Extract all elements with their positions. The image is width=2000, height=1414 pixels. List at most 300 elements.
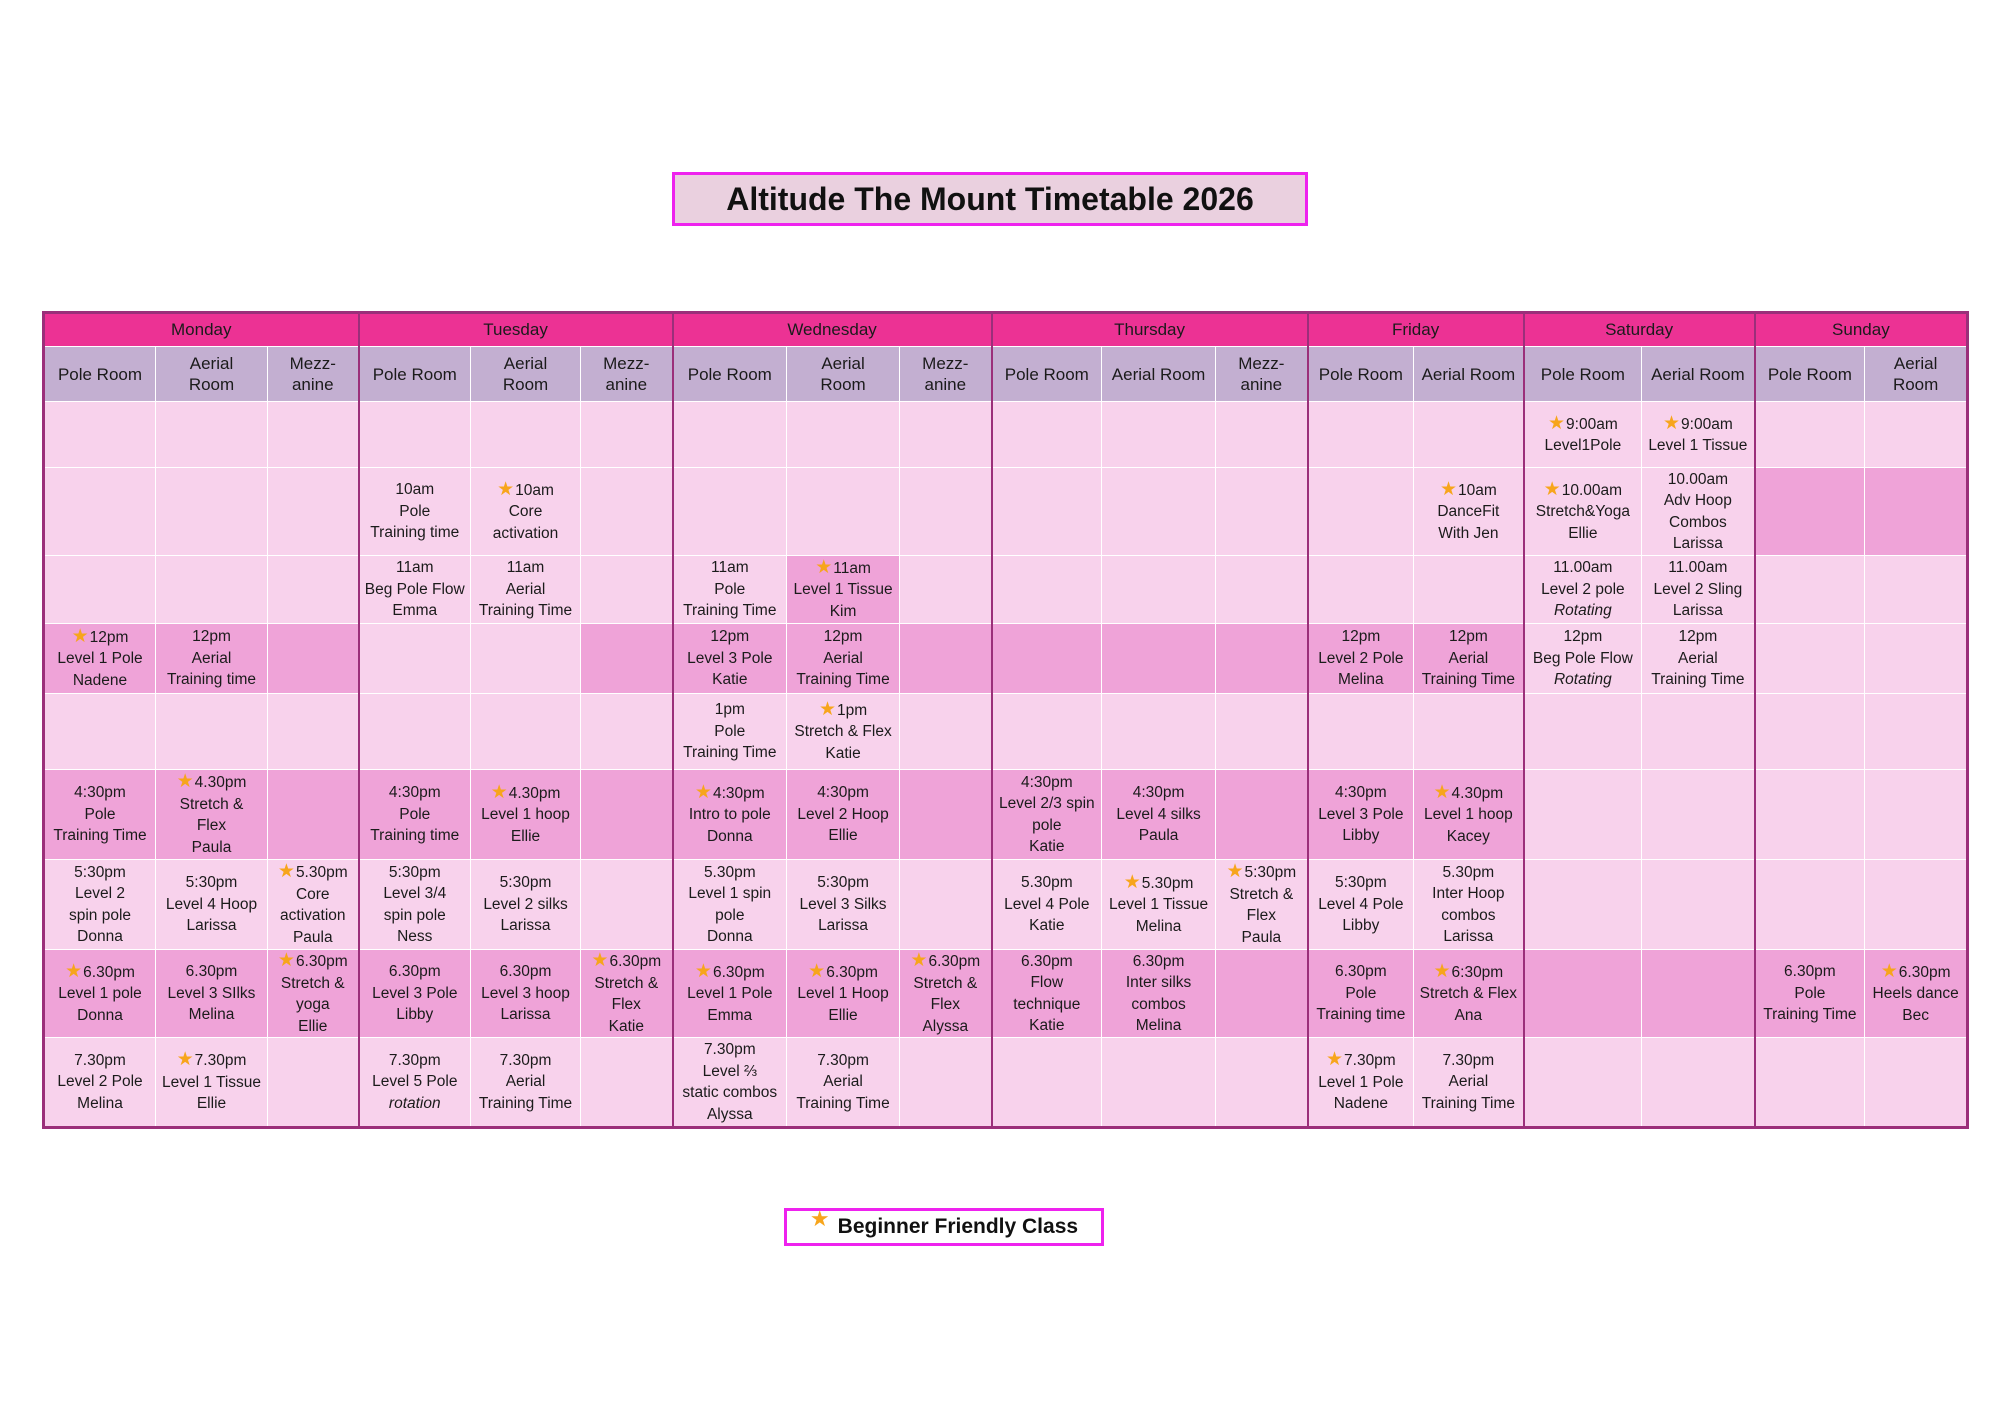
empty-cell — [44, 556, 156, 624]
class-detail — [1309, 1093, 1414, 1115]
room-name-line: Pole Room — [687, 364, 772, 384]
class-text: Larissa — [500, 1006, 551, 1024]
class-text: Melina — [188, 1006, 235, 1024]
class-text: 6.30pm — [826, 963, 878, 981]
empty-cell — [268, 556, 359, 624]
class-text: Stretch&Yoga — [1535, 503, 1630, 521]
class-text: Level 1 Pole — [687, 985, 773, 1003]
class-text: 4.30pm — [1451, 784, 1504, 802]
empty-cell — [1216, 402, 1308, 468]
class-time — [787, 626, 899, 648]
class-text: 6.30pm — [499, 963, 552, 981]
class-detail — [1525, 435, 1642, 457]
class-detail — [360, 883, 471, 905]
day-header-wednesday: Wednesday — [673, 313, 992, 347]
class-time — [156, 1049, 267, 1072]
class-text: Kim — [829, 602, 857, 620]
class-time — [45, 862, 155, 884]
class-text: Ellie — [828, 827, 858, 845]
class-cell — [1102, 950, 1216, 1038]
class-text: Paula — [292, 928, 333, 946]
class-time — [1309, 626, 1414, 648]
star-icon: ★ — [815, 556, 833, 578]
class-text: Level 4 Pole — [1004, 895, 1090, 913]
class-text: Ness — [397, 928, 433, 945]
class-detail — [1102, 916, 1215, 938]
class-text: static combos — [682, 1084, 778, 1101]
class-cell — [1102, 860, 1216, 950]
class-text: Training Time — [1651, 671, 1745, 689]
class-text: Larissa — [1443, 928, 1494, 945]
star-icon: ★ — [176, 1049, 194, 1071]
class-time — [471, 961, 580, 983]
class-text: Core — [295, 885, 330, 903]
class-detail — [156, 894, 267, 916]
empty-cell — [156, 556, 268, 624]
empty-cell — [1755, 770, 1865, 860]
class-text: 6.30pm — [185, 963, 238, 981]
class-detail — [156, 983, 267, 1005]
class-detail — [1525, 579, 1642, 601]
empty-cell — [900, 770, 992, 860]
class-text: Level 4 silks — [1116, 805, 1201, 823]
class-cell — [673, 1038, 787, 1128]
class-detail — [674, 648, 787, 670]
room-header — [359, 347, 471, 402]
class-text: 4:30pm — [712, 784, 765, 802]
room-name-line: Pole Room — [57, 364, 143, 384]
class-detail — [156, 815, 267, 837]
class-cell — [1414, 860, 1524, 950]
class-text: 6.30pm — [1020, 952, 1073, 970]
class-text: Level 1 Tissue — [1109, 896, 1209, 914]
class-text: 6.30pm — [1132, 952, 1185, 970]
class-detail — [1216, 905, 1307, 927]
empty-cell — [673, 402, 787, 468]
class-time — [1865, 961, 1966, 984]
class-detail — [787, 743, 899, 765]
class-time — [674, 626, 787, 648]
class-text: Beg Pole Flow — [364, 580, 465, 598]
empty-cell — [1308, 694, 1414, 770]
empty-cell — [1216, 556, 1308, 624]
class-detail — [1309, 894, 1414, 916]
class-text: Flow — [1030, 974, 1064, 991]
room-name-line: Pole Room — [1004, 364, 1089, 384]
class-time — [993, 872, 1102, 894]
empty-cell — [581, 468, 673, 556]
star-icon: ★ — [1880, 960, 1898, 982]
class-text: Level 1 Hoop — [797, 985, 889, 1003]
class-text: 11am — [506, 559, 545, 577]
class-detail — [674, 883, 787, 905]
class-cell — [1642, 624, 1755, 694]
class-cell — [787, 770, 900, 860]
class-text: 11.00am — [1553, 559, 1613, 577]
room-header — [1216, 347, 1308, 402]
room-header — [1308, 347, 1414, 402]
class-detail — [1102, 825, 1215, 847]
class-cell — [359, 468, 471, 556]
class-text: Level 1 Tissue — [793, 581, 893, 599]
day-header-row — [44, 313, 1968, 347]
class-text: Rotating — [1553, 602, 1612, 620]
class-time — [156, 626, 267, 648]
class-detail — [45, 804, 155, 826]
class-text: Katie — [1029, 838, 1065, 855]
empty-cell — [992, 624, 1102, 694]
empty-cell — [992, 694, 1102, 770]
empty-cell — [673, 468, 787, 556]
class-detail — [471, 826, 580, 848]
class-cell — [471, 950, 581, 1038]
class-time — [360, 479, 471, 501]
empty-cell — [1755, 1038, 1865, 1128]
class-detail — [1216, 884, 1307, 906]
class-detail — [1102, 972, 1215, 994]
empty-cell — [471, 624, 581, 694]
class-text: 12pm — [1448, 628, 1488, 646]
room-name-line: Room — [820, 375, 866, 394]
class-text: Level 5 Pole — [372, 1073, 458, 1091]
class-time — [45, 782, 155, 804]
class-time — [787, 872, 899, 894]
class-text: 7.30pm — [499, 1051, 552, 1069]
empty-cell — [1755, 624, 1865, 694]
class-time — [1414, 626, 1523, 648]
class-text: Level 1 Tissue — [1648, 437, 1748, 454]
empty-cell — [581, 624, 673, 694]
class-cell — [1642, 468, 1755, 556]
class-detail — [993, 994, 1102, 1016]
star-icon: ★ — [176, 771, 194, 792]
class-time — [674, 699, 787, 721]
star-icon: ★ — [1662, 412, 1681, 434]
class-time — [471, 872, 580, 894]
class-time — [787, 557, 899, 580]
class-detail — [1102, 1015, 1215, 1037]
class-text: 5.30pm — [1141, 874, 1194, 892]
class-detail — [674, 804, 787, 826]
star-icon: ★ — [1439, 478, 1457, 500]
class-time — [1309, 872, 1414, 894]
room-name-line: Mezz- — [603, 354, 650, 373]
class-detail — [674, 905, 787, 927]
class-text: Level 3 Pole — [372, 984, 458, 1002]
class-text: 6.30pm — [295, 953, 348, 970]
class-text: 1pm — [714, 701, 745, 719]
time-slot-row — [44, 950, 1968, 1038]
time-slot-row — [44, 1038, 1968, 1128]
class-text: 12pm — [1341, 628, 1381, 646]
class-time — [993, 951, 1102, 973]
class-detail — [1414, 983, 1523, 1005]
class-detail — [787, 894, 899, 916]
room-header — [900, 347, 992, 402]
class-detail — [45, 926, 155, 948]
class-detail — [1525, 501, 1642, 523]
class-detail — [674, 1005, 787, 1027]
class-text: Aerial — [1448, 1073, 1489, 1091]
class-cell — [156, 770, 268, 860]
class-cell — [359, 1038, 471, 1128]
room-header — [673, 347, 787, 402]
class-cell — [1308, 1038, 1414, 1128]
class-text: technique — [1013, 995, 1081, 1013]
class-text: Level 2 silks — [483, 895, 568, 913]
class-cell — [156, 624, 268, 694]
class-text: Rotating — [1553, 671, 1612, 689]
class-cell — [359, 770, 471, 860]
empty-cell — [1216, 468, 1308, 556]
class-text: 12pm — [1678, 628, 1718, 646]
class-text: Flex — [611, 996, 641, 1013]
class-time — [156, 771, 267, 794]
empty-cell — [581, 556, 673, 624]
empty-cell — [581, 1038, 673, 1128]
empty-cell — [1414, 556, 1524, 624]
class-cell — [359, 950, 471, 1038]
class-time — [1414, 479, 1523, 502]
class-cell — [673, 770, 787, 860]
class-cell — [1414, 1038, 1524, 1128]
class-text: Donna — [77, 1006, 123, 1024]
star-icon: ★ — [1547, 412, 1566, 434]
class-cell — [581, 950, 673, 1038]
class-text: 4:30pm — [1020, 773, 1073, 791]
class-text: Ellie — [298, 1017, 328, 1035]
empty-cell — [1642, 950, 1755, 1038]
class-cell — [673, 556, 787, 624]
empty-cell — [992, 402, 1102, 468]
star-icon: ★ — [1433, 960, 1451, 982]
empty-cell — [1865, 402, 1968, 468]
class-detail — [787, 1071, 899, 1093]
empty-cell — [1216, 1038, 1308, 1128]
class-text: Training Time — [1421, 671, 1516, 689]
empty-cell — [359, 694, 471, 770]
class-detail — [1414, 523, 1523, 545]
empty-cell — [156, 402, 268, 468]
class-detail — [1414, 1093, 1523, 1115]
class-detail — [156, 794, 267, 816]
class-time — [45, 626, 155, 649]
empty-cell — [1642, 860, 1755, 950]
class-detail — [1414, 905, 1523, 927]
class-cell — [156, 950, 268, 1038]
time-slot-row — [44, 556, 1968, 624]
class-detail — [993, 815, 1102, 837]
class-text: 11.00am — [1668, 559, 1728, 577]
class-detail — [787, 721, 899, 743]
class-detail — [1756, 1004, 1865, 1026]
class-cell — [1642, 556, 1755, 624]
class-text: Adv Hoop — [1663, 492, 1732, 509]
class-detail — [900, 994, 991, 1016]
class-text: Inter Hoop — [1432, 885, 1505, 902]
class-text: Level 1 spin — [688, 885, 772, 902]
room-header — [471, 347, 581, 402]
empty-cell — [471, 402, 581, 468]
class-detail — [1756, 983, 1865, 1005]
class-text: 5:30pm — [1334, 874, 1387, 892]
class-text: 4:30pm — [388, 784, 441, 802]
class-text: Training Time — [478, 1094, 573, 1112]
class-text: combos — [1131, 995, 1186, 1013]
room-name-line: Aerial — [1893, 354, 1938, 373]
class-detail — [1102, 994, 1215, 1016]
class-cell — [44, 770, 156, 860]
time-slot-row — [44, 694, 1968, 770]
empty-cell — [1642, 694, 1755, 770]
star-icon: ★ — [490, 781, 508, 803]
empty-cell — [359, 624, 471, 694]
class-detail — [1309, 669, 1414, 691]
class-text: 10.00am — [1561, 481, 1623, 499]
day-header-saturday: Saturday — [1524, 313, 1755, 347]
class-text: activation — [280, 907, 346, 924]
class-detail — [1309, 1004, 1414, 1026]
class-text: 10.00am — [1667, 470, 1729, 488]
empty-cell — [1102, 468, 1216, 556]
class-detail — [581, 973, 672, 995]
class-text: Level 1 Pole — [57, 650, 143, 668]
time-slot-row — [44, 402, 1968, 468]
class-text: 12pm — [192, 628, 231, 646]
class-detail — [360, 804, 471, 826]
empty-cell — [1216, 770, 1308, 860]
legend — [784, 1208, 1104, 1246]
class-detail — [471, 1004, 580, 1026]
class-text: Pole — [399, 805, 431, 823]
class-time — [1414, 961, 1523, 984]
timetable-title-box — [672, 172, 1308, 226]
class-text: Level ⅔ — [702, 1062, 757, 1080]
class-time — [674, 782, 787, 805]
class-detail — [45, 1005, 155, 1027]
class-text: Stretch & — [1229, 885, 1294, 903]
class-detail — [1414, 926, 1523, 948]
class-text: 4:30pm — [1334, 784, 1387, 802]
empty-cell — [581, 694, 673, 770]
class-time — [787, 1050, 899, 1072]
star-icon: ★ — [818, 698, 836, 720]
class-text: Paula — [1241, 928, 1282, 946]
class-detail — [674, 579, 787, 601]
class-text: 6.30pm — [609, 953, 662, 970]
class-text: 1pm — [836, 701, 868, 719]
empty-cell — [1308, 556, 1414, 624]
class-detail — [1414, 1071, 1523, 1093]
class-cell — [787, 860, 900, 950]
empty-cell — [1755, 694, 1865, 770]
star-icon: ★ — [277, 950, 295, 971]
empty-cell — [900, 556, 992, 624]
class-text: 7.30pm — [1442, 1051, 1495, 1069]
class-cell — [1524, 468, 1642, 556]
class-detail — [1414, 883, 1523, 905]
class-text: Stretch & — [594, 974, 659, 992]
class-text: 7.30pm — [817, 1051, 869, 1069]
class-detail — [674, 826, 787, 848]
class-detail — [1309, 804, 1414, 826]
class-text: With Jen — [1438, 524, 1499, 542]
empty-cell — [1414, 694, 1524, 770]
star-icon: ★ — [71, 625, 89, 647]
class-detail — [1525, 600, 1642, 622]
class-cell — [1102, 770, 1216, 860]
class-text: activation — [492, 524, 559, 542]
class-text: Stretch & — [179, 795, 244, 813]
class-text: 6.30pm — [1784, 963, 1836, 981]
class-text: 4:30pm — [1132, 784, 1185, 802]
class-text: 12pm — [1563, 628, 1603, 646]
class-cell — [156, 860, 268, 950]
class-cell — [268, 950, 359, 1038]
class-time — [1525, 413, 1642, 436]
class-detail — [360, 600, 471, 622]
room-name-line: Room — [1892, 375, 1939, 394]
empty-cell — [1102, 1038, 1216, 1128]
class-detail — [1309, 983, 1414, 1005]
star-icon: ★ — [1433, 781, 1451, 803]
class-text: Training Time — [683, 744, 777, 762]
empty-cell — [1102, 624, 1216, 694]
class-detail — [993, 915, 1102, 937]
class-time — [1642, 557, 1754, 579]
empty-cell — [1865, 770, 1968, 860]
class-time — [45, 1050, 155, 1072]
class-detail — [1309, 1072, 1414, 1094]
class-text: Larissa — [1672, 535, 1723, 552]
class-detail — [1642, 490, 1754, 512]
room-name-line: Aerial Room — [1651, 364, 1745, 384]
class-text: 4:30pm — [817, 784, 869, 802]
empty-cell — [268, 770, 359, 860]
class-text: 5.30pm — [1020, 874, 1073, 892]
class-detail — [993, 793, 1102, 815]
empty-cell — [44, 694, 156, 770]
class-detail — [1865, 983, 1966, 1005]
class-time — [1414, 1050, 1523, 1072]
class-text: Training Time — [1763, 1006, 1857, 1024]
star-icon: ★ — [65, 960, 83, 982]
class-text: 6.30pm — [1898, 963, 1951, 981]
class-detail — [1525, 669, 1642, 691]
class-text: Pole — [84, 805, 116, 823]
empty-cell — [1755, 860, 1865, 950]
class-detail — [993, 1015, 1102, 1037]
class-cell — [900, 950, 992, 1038]
class-text: Katie — [1029, 1017, 1065, 1034]
class-text: 10am — [1457, 481, 1497, 499]
class-detail — [156, 669, 267, 691]
class-text: Nadene — [72, 671, 128, 689]
empty-cell — [156, 468, 268, 556]
class-cell — [1414, 624, 1524, 694]
room-name-line: Aerial Room — [1111, 364, 1206, 384]
class-text: Aerial — [823, 1073, 863, 1091]
class-text: 7.30pm — [703, 1041, 756, 1058]
class-text: Melina — [77, 1094, 123, 1112]
class-detail — [1642, 435, 1754, 457]
class-text: Training time — [1316, 1006, 1406, 1024]
class-detail — [900, 1016, 991, 1038]
room-name-line: Aerial — [503, 354, 548, 373]
star-icon: ★ — [694, 960, 712, 982]
star-icon: ★ — [591, 950, 609, 971]
class-time — [1414, 862, 1523, 884]
